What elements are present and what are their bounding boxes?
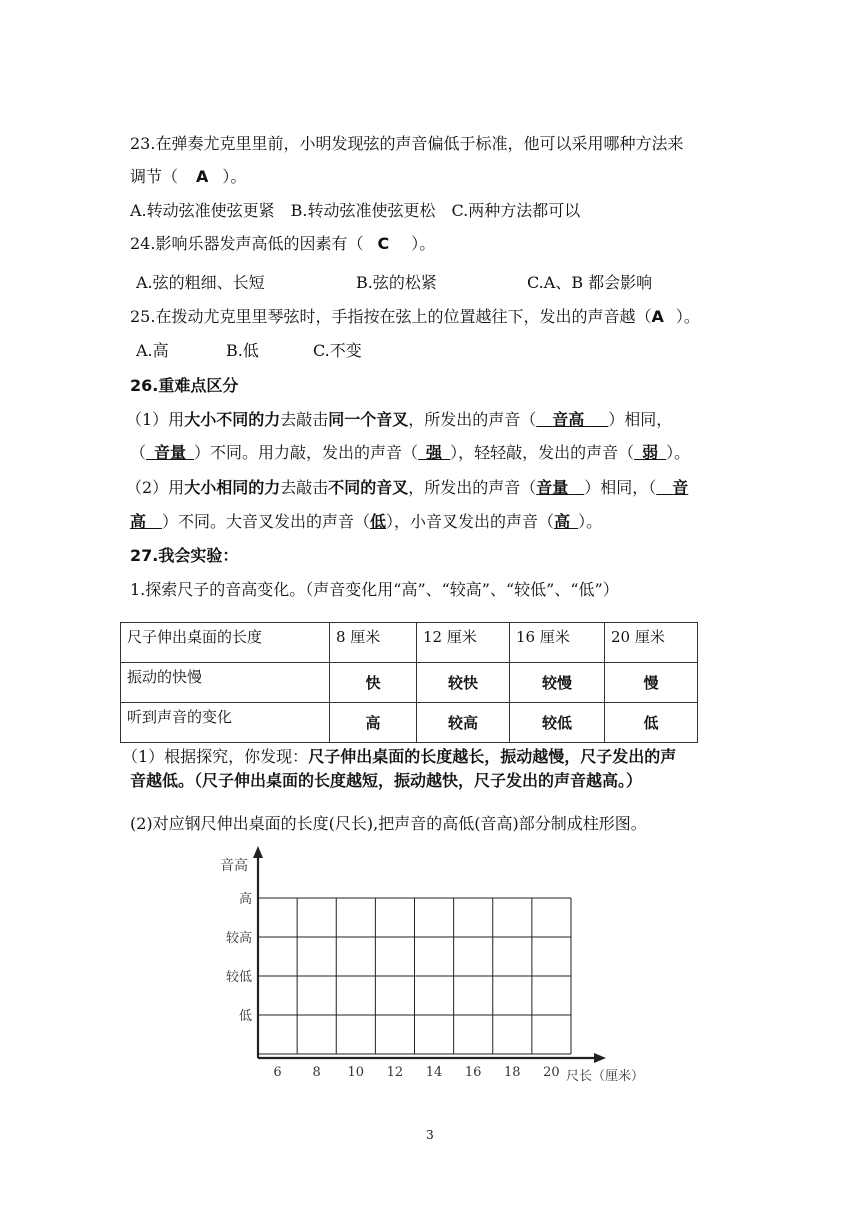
table-cell: 低	[605, 703, 698, 743]
table-row	[121, 663, 698, 703]
x-tick-label: 16	[464, 1065, 482, 1080]
table-cell: 20 厘米	[605, 623, 698, 663]
table-cell: 听到声音的变化	[121, 703, 330, 743]
q25-answer: A	[651, 307, 664, 326]
q23-line2: 调节（ A ）。	[130, 167, 247, 186]
table-cell: 快	[330, 663, 417, 703]
x-axis-arrow-icon	[594, 1053, 606, 1063]
experiment-table	[120, 622, 698, 743]
q25-option-a: A.高	[136, 341, 169, 360]
q26-answer-6b: 高	[130, 512, 147, 531]
q26-answer-6a: 音	[672, 478, 689, 497]
table-row	[121, 623, 698, 663]
table-cell: 较高	[417, 703, 510, 743]
q26-p2-line1: （2）用大小相同的力去敲击不同的音叉，所发出的声音（音量 ）相同，（ 音	[126, 478, 689, 497]
q27-finding-line1: （1）根据探究，你发现：尺子伸出桌面的长度越长，振动越慢，尺子发出的声	[122, 747, 677, 766]
q24-answer: C	[377, 234, 390, 253]
q26-answer-5: 音量	[536, 478, 569, 497]
page-number: 3	[426, 1128, 434, 1142]
table-cell: 12 厘米	[417, 623, 510, 663]
x-tick-label: 18	[504, 1065, 521, 1080]
x-tick-label: 12	[386, 1065, 404, 1080]
q24-option-c: C.A、B 都会影响	[527, 273, 653, 292]
q24-question: 24.影响乐器发声高低的因素有（ C ）。	[130, 234, 436, 253]
q26-p1-line1: （1）用大小不同的力去敲击同一个音叉，所发出的声音（ 音高 ）相同，	[126, 410, 673, 429]
table-cell: 较快	[417, 663, 510, 703]
table-cell: 慢	[605, 663, 698, 703]
q24-option-b: B.弦的松紧	[356, 273, 437, 292]
q23-options: A.转动弦准使弦更紧 B.转动弦准使弦更松 C.两种方法都可以	[130, 201, 581, 220]
q27-title: 27.我会实验：	[130, 546, 239, 565]
table-cell: 8 厘米	[330, 623, 417, 663]
y-axis-arrow-icon	[253, 846, 263, 858]
y-axis-label: 音高	[220, 858, 248, 874]
y-tick-label: 高	[238, 892, 252, 907]
y-tick-label: 较高	[225, 931, 252, 946]
y-tick-label: 低	[238, 1009, 252, 1024]
x-tick-label: 6	[273, 1065, 282, 1080]
q23-line1: 23.在弹奏尤克里里前，小明发现弦的声音偏低于标准，他可以采用哪种方法来	[130, 134, 684, 153]
q26-answer-2: 音量	[154, 443, 187, 462]
y-tick-label: 较低	[225, 970, 252, 985]
x-axis-label: 尺长（厘米）	[566, 1069, 645, 1084]
q26-p1-line2: （ 音量 ）不同。用力敲，发出的声音（ 强 ），轻轻敲，发出的声音（ 弱 ）。	[130, 443, 691, 462]
table-cell: 振动的快慢	[121, 663, 330, 703]
q26-answer-1: 音高	[552, 410, 585, 429]
q27-finding-line2: 音越低。（尺子伸出桌面的长度越短，振动越快，尺子发出的声音越高。）	[130, 771, 643, 790]
q26-p2-line2: 高 ）不同。大音叉发出的声音（低），小音叉发出的声音（高 ）。	[130, 512, 603, 531]
x-tick-label: 8	[312, 1065, 321, 1080]
x-tick-label: 10	[347, 1065, 365, 1080]
table-cell: 尺子伸出桌面的长度	[121, 623, 330, 663]
x-tick-label: 20	[543, 1065, 560, 1080]
q27-sub1: 1.探索尺子的音高变化。（声音变化用“高”、“较高”、“较低”、“低”）	[130, 580, 619, 599]
q26-answer-4: 弱	[642, 443, 659, 462]
q26-answer-8: 高	[554, 512, 571, 531]
q25-option-b: B.低	[226, 341, 259, 360]
x-tick-label: 14	[425, 1065, 443, 1080]
q23-answer: A	[196, 167, 209, 186]
table-row	[121, 703, 698, 743]
q26-answer-3: 强	[426, 443, 443, 462]
table-cell: 较低	[510, 703, 605, 743]
table-cell: 较慢	[510, 663, 605, 703]
q25-question: 25.在拨动尤克里里琴弦时，手指按在弦上的位置越往下，发出的声音越（A ）。	[130, 307, 700, 326]
table-cell: 16 厘米	[510, 623, 605, 663]
q24-option-a: A.弦的粗细、长短	[136, 273, 265, 292]
q26-title: 26.重难点区分	[130, 376, 239, 395]
q25-option-c: C.不变	[313, 341, 362, 360]
q26-answer-7: 低	[370, 512, 387, 531]
q27-sub2: (2)对应钢尺伸出桌面的长度(尺长),把声音的高低(音高)部分制成柱形图。	[130, 814, 647, 833]
bar-chart	[0, 840, 860, 1100]
table-cell: 高	[330, 703, 417, 743]
